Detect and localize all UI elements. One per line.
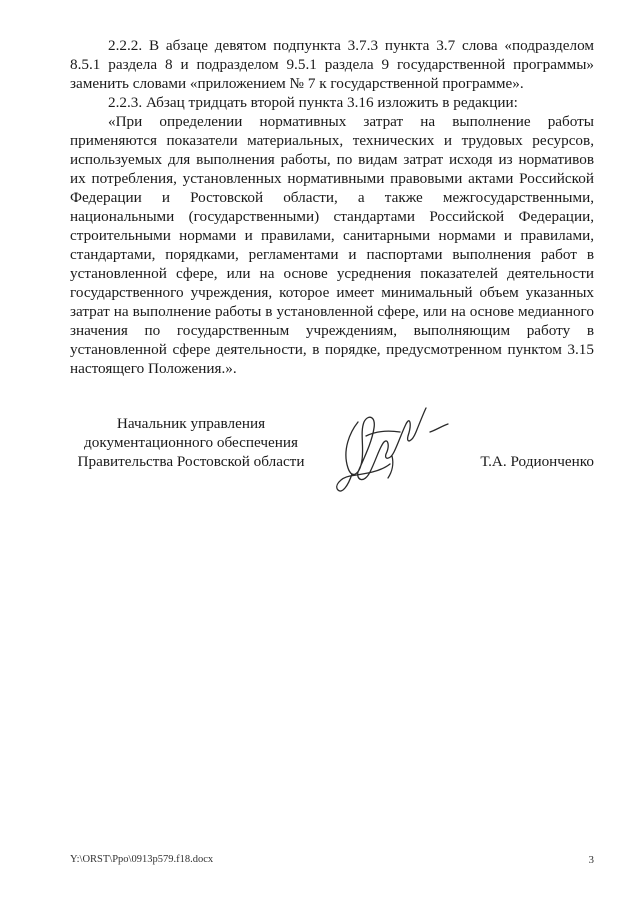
page-number: 3 — [588, 854, 594, 866]
signature-block — [0, 414, 640, 504]
footer-file-path: Y:\ORST\Ppo\0913p579.f18.docx — [70, 854, 214, 865]
signer-position-line-1: Начальник управления — [116, 415, 266, 432]
handwritten-signature — [330, 402, 460, 502]
paragraph-quoted-text: «При определении нормативных затрат на выполнение работы применяются показатели материальных, технических и трудовых ресурсов, используемых для выполнения работы, по видам затрат исходя из нормативов их потребления, установленных нормативными правовыми актами Российской Федерации и Ростовской области, а также межгосударственными, национальными (государственными) стандартами Российской Федерации, строительными нормами и правилами, санитарными нормами и правилами, стандартами, порядками, регламентами и паспортами выполнения работ в установленной сфере, или на основе усреднения показателей деятельности государственного учреждения, которое имеет минимальный объем указанных затрат на выполнение работы в установленной сфере, или на основе медианного значения по государственным учреждениям, выполняющим работу в установленной сфере деятельности, в порядке, предусмотренном пунктом 3.15 настоящего Положения.». — [70, 113, 594, 377]
signer-position-line-3: Правительства Ростовской области — [77, 453, 305, 470]
signer-name: Т.А. Родионченко — [480, 453, 594, 470]
signer-position — [66, 414, 316, 471]
paragraph-2-2-2: 2.2.2. В абзаце девятом подпункта 3.7.3 пункта 3.7 слова «подразделом 8.5.1 раздела 8 и подразделом 9.5.1 раздела 9 государственной программы» заменить словами «приложением № 7 к государственной программе». — [70, 37, 594, 92]
paragraph-2-2-3: 2.2.3. Абзац тридцать второй пункта 3.16 изложить в редакции: — [108, 94, 518, 111]
signer-position-line-2: документационного обеспечения — [84, 434, 298, 451]
document-body — [70, 36, 594, 378]
